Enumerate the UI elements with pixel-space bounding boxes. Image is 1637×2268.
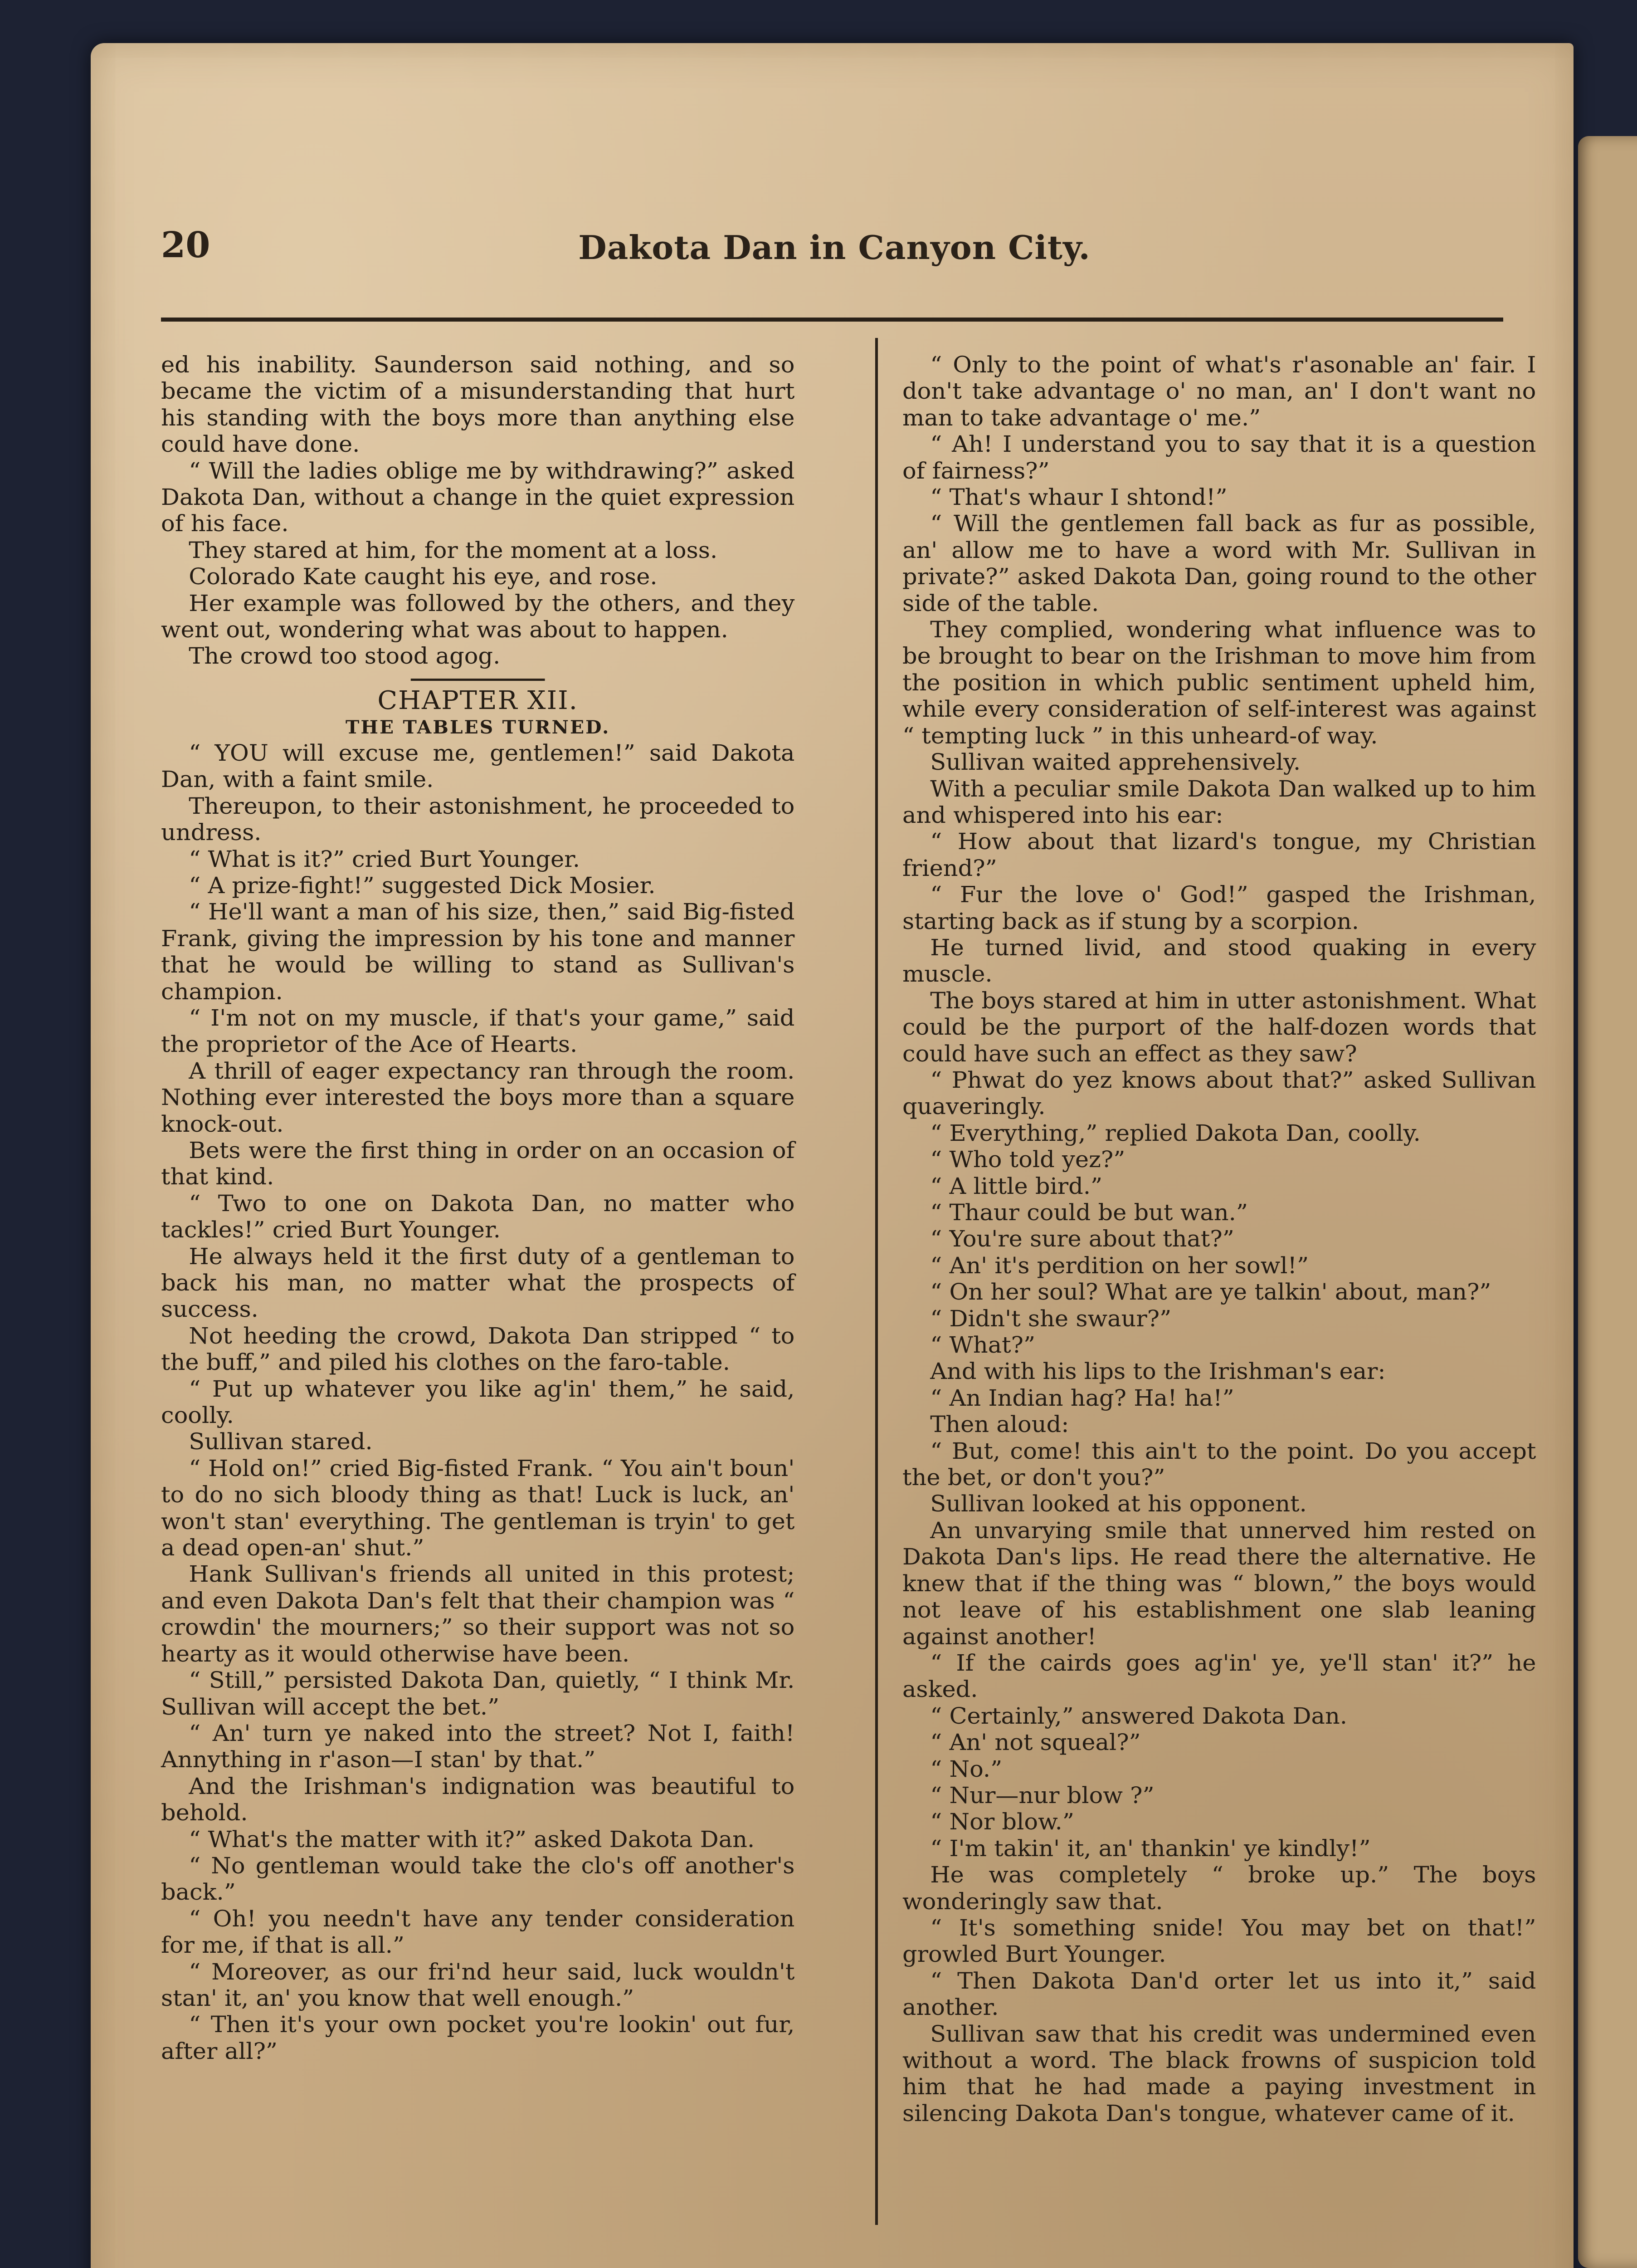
paragraph: Sullivan looked at his opponent. <box>930 1491 1307 1517</box>
page-number: 20 <box>161 225 210 266</box>
paragraph: “ What's the matter with it?” asked Dakota Dan. <box>189 1826 755 1853</box>
paragraph: They stared at him, for the moment at a loss. <box>189 537 718 563</box>
paragraph: Sullivan stared. <box>189 1428 373 1455</box>
paragraph: “ Didn't she swaur?” <box>930 1305 1172 1332</box>
paragraph: “ Everything,” replied Dakota Dan, coolly. <box>930 1119 1421 1146</box>
left-column-intro <box>161 352 794 670</box>
paragraph: With a peculiar smile Dakota Dan walked up to him and whispered into his ear: <box>902 775 1536 828</box>
paragraph: A thrill of eager expectancy ran through the room. Nothing ever interested the boys more than a square knock-out. <box>161 1057 795 1137</box>
paragraph: Bets were the first thing in order on an occasion of that kind. <box>161 1137 795 1190</box>
paragraph: ed his inability. Saunderson said nothing, and so became the victim of a misunderstanding that hurt his standing with the boys more than anything else could have done. <box>161 352 795 458</box>
paragraph: “ I'm takin' it, an' thankin' ye kindly!” <box>930 1835 1371 1862</box>
paragraph: “ That's whaur I shtond!” <box>930 484 1228 511</box>
paragraph: “ Only to the point of what's r'asonable an' fair. I don't take advantage o' no man, an' I don't want no man to take advantage o' me.” <box>902 352 1536 431</box>
chapter-title: CHAPTER XII. <box>377 685 578 715</box>
paragraph: “ A prize-fight!” suggested Dick Mosier. <box>189 872 656 899</box>
paragraph: “ It's something snide! You may bet on that!” growled Burt Younger. <box>902 1914 1536 1968</box>
paragraph: The boys stared at him in utter astonishment. What could be the purport of the half-dozen words that could have such an effect as they saw? <box>902 987 1536 1067</box>
paragraph: Sullivan waited apprehensively. <box>930 749 1301 776</box>
chapter-body <box>161 740 794 2064</box>
paragraph: “ What is it?” cried Burt Younger. <box>189 846 580 872</box>
paragraph: “ If the cairds goes ag'in' ye, ye'll stan' it?” he asked. <box>902 1649 1536 1703</box>
column-divider <box>875 338 878 2225</box>
paragraph: “ An' turn ye naked into the street? Not I, faith! Annything in r'ason—I stan' by that.” <box>161 1720 795 1773</box>
paragraph: “ Then Dakota Dan'd orter let us into it,” said another. <box>902 1967 1536 2021</box>
paragraph: “ Hold on!” cried Big-fisted Frank. “ You ain't boun' to do no sich bloody thing as that! Luck is luck, an' won't stan' everything. The gentleman is tryin' to get a dead open-an' shut.” <box>161 1455 795 1561</box>
paragraph: “ Will the gentlemen fall back as fur as possible, an' allow me to have a word with Mr. Sullivan in private?” asked Dakota Dan, going round to the other side of the table. <box>902 510 1536 616</box>
paragraph: He turned livid, and stood quaking in every muscle. <box>902 934 1536 987</box>
paragraph: And with his lips to the Irishman's ear: <box>930 1358 1386 1385</box>
page-header <box>161 225 1508 302</box>
paragraph: “ No gentleman would take the clo's off another's back.” <box>161 1852 795 1906</box>
paragraph: “ Fur the love o' God!” gasped the Irishman, starting back as if stung by a scorpion. <box>902 881 1536 934</box>
paragraph: “ Certainly,” answered Dakota Dan. <box>930 1702 1348 1729</box>
header-rule <box>161 318 1503 322</box>
book-page <box>91 43 1574 2268</box>
paragraph: “ Put up whatever you like ag'in' them,” he said, coolly. <box>161 1375 795 1429</box>
paragraph: “ What?” <box>930 1332 1036 1359</box>
running-title: Dakota Dan in Canyon City. <box>578 228 1091 267</box>
paragraph: “ Two to one on Dakota Dan, no matter who tackles!” cried Burt Younger. <box>161 1190 795 1243</box>
paragraph: An unvarying smile that unnerved him rested on Dakota Dan's lips. He read there the alternative. He knew that if the thing was “ blown,” the boys would not leave of his establishment one slab leaning against another! <box>902 1517 1536 1650</box>
adjacent-page-edge <box>1578 136 1637 2268</box>
paragraph: “ Phwat do yez knows about that?” asked Sullivan quaveringly. <box>902 1066 1536 1120</box>
paragraph: Not heeding the crowd, Dakota Dan stripped “ to the buff,” and piled his clothes on the faro-table. <box>161 1322 795 1376</box>
paragraph: Her example was followed by the others, and they went out, wondering what was about to happen. <box>161 590 795 643</box>
paragraph: “ No.” <box>930 1755 1003 1782</box>
paragraph: “ YOU will excuse me, gentlemen!” said Dakota Dan, with a faint smile. <box>161 739 795 793</box>
paragraph: Hank Sullivan's friends all united in this protest; and even Dakota Dan's felt that their champion was “ crowdin' the mourners;” so their support was not so hearty as it would otherwise have been. <box>161 1561 795 1667</box>
paragraph: Thereupon, to their astonishment, he proceeded to undress. <box>161 792 795 846</box>
paragraph: “ Will the ladies oblige me by withdrawing?” asked Dakota Dan, without a change in the quiet expression of his face. <box>161 457 795 537</box>
paragraph: “ On her soul? What are ye talkin' about, man?” <box>930 1279 1491 1305</box>
paragraph: He was completely “ broke up.” The boys wonderingly saw that. <box>902 1862 1536 1915</box>
paragraph: “ Nor blow.” <box>930 1809 1074 1835</box>
paragraph: “ Then it's your own pocket you're lookin' out fur, after all?” <box>161 2011 795 2064</box>
paragraph: The crowd too stood agog. <box>189 643 501 670</box>
paragraph: “ Still,” persisted Dakota Dan, quietly, “ I think Mr. Sullivan will accept the bet.” <box>161 1667 795 1720</box>
paragraph: “ How about that lizard's tongue, my Christian friend?” <box>902 828 1536 881</box>
paragraph: “ He'll want a man of his size, then,” said Big-fisted Frank, giving the impression by his tone and manner that he would be willing to stand as Sullivan's champion. <box>161 899 795 1005</box>
paragraph: And the Irishman's indignation was beautiful to behold. <box>161 1773 795 1826</box>
paragraph: Then aloud: <box>930 1411 1069 1438</box>
paragraph: Sullivan saw that his credit was undermined even without a word. The black frowns of suspicion told him that he had made a paying investment in silencing Dakota Dan's tongue, whatever came of it. <box>902 2020 1536 2126</box>
paragraph: He always held it the first duty of a gentleman to back his man, no matter what the prospects of success. <box>161 1243 795 1323</box>
paragraph: “ I'm not on my muscle, if that's your game,” said the proprietor of the Ace of Hearts. <box>161 1004 795 1058</box>
paragraph: “ Oh! you needn't have any tender consideration for me, if that is all.” <box>161 1905 795 1959</box>
right-column-body <box>902 352 1536 2126</box>
paragraph: “ But, come! this ain't to the point. Do you accept the bet, or don't you?” <box>902 1437 1536 1491</box>
paragraph: “ Thaur could be but wan.” <box>930 1199 1248 1226</box>
paragraph: “ Who told yez?” <box>930 1146 1125 1173</box>
chapter-subtitle: THE TABLES TURNED. <box>345 716 610 738</box>
paragraph: “ Ah! I understand you to say that it is a question of fairness?” <box>902 431 1536 484</box>
paragraph: They complied, wondering what influence was to be brought to bear on the Irishman to move him from the position in which public sentiment upheld him, while every consideration of self-interest was against “ tempting luck ” in this unheard-of way. <box>902 616 1536 749</box>
paragraph: “ An' it's perdition on her sowl!” <box>930 1252 1309 1279</box>
right-column <box>902 352 1536 2126</box>
paragraph: “ An Indian hag? Ha! ha!” <box>930 1384 1234 1411</box>
paragraph: “ Moreover, as our fri'nd heur said, luck wouldn't stan' it, an' you know that well enough.” <box>161 1958 795 2011</box>
left-column <box>161 352 794 2064</box>
paragraph: “ You're sure about that?” <box>930 1226 1234 1252</box>
paragraph: “ Nur—nur blow ?” <box>930 1782 1155 1809</box>
paragraph: “ An' not squeal?” <box>930 1729 1141 1756</box>
paragraph: Colorado Kate caught his eye, and rose. <box>189 563 658 590</box>
chapter-rule <box>411 679 545 681</box>
paragraph: “ A little bird.” <box>930 1173 1103 1199</box>
